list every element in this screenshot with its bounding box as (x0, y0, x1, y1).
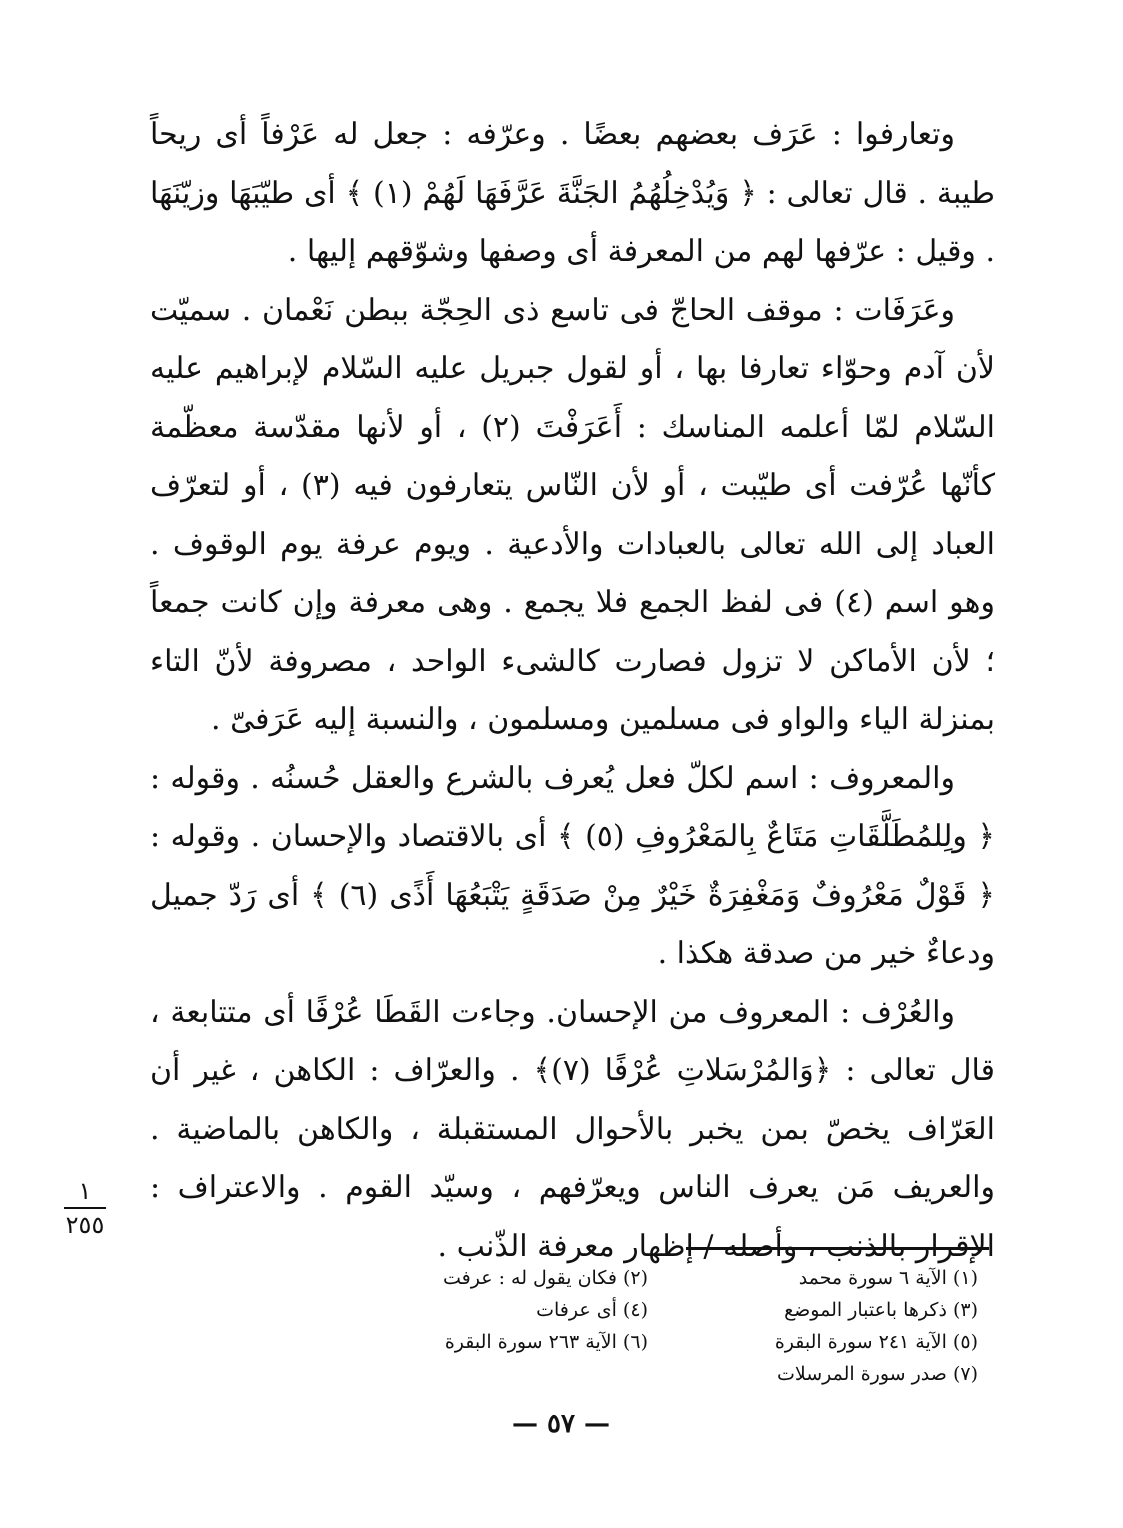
footnote-row (318, 1358, 978, 1390)
page-number: — ٥٧ — (511, 1409, 611, 1439)
paragraph-maruf: والمعروف : اسم لكلّ فعل يُعرف بالشرع والعقل حُسنُه . وقوله : ﴿ ولِلمُطَلَّقَاتِ مَتَاعٌ بِالمَعْرُوفِ (٥) ﴾ أى بالاقتصاد والإحسان . وقوله : ﴿ قَوْلٌ مَعْرُوفٌ وَمَغْفِرَةٌ خَيْرٌ مِنْ صَدَقَةٍ يَتْبَعُهَا أَذًى (٦) ﴾ أى رَدّ جميل ودعاءٌ خير من صدقة هكذا . (150, 760, 995, 971)
footnote-2: (٢) فكان يقول له : عرفت (442, 1267, 648, 1289)
footnote-7: (٧) صدر سورة المرسلات (777, 1363, 978, 1385)
paragraph-urf: والعُرْف : المعروف من الإحسان. وجاءت القَطَا عُرْفًا أى متتابعة ، قال تعالى : ﴿وَالمُرْسَلاتِ عُرْفًا (٧)﴾ . والعرّاف : الكاهن ، غير أن العَرّاف يخصّ بمن يخبر بالأحوال المستقبلة ، والكاهن بالماضية . والعريف مَن يعرف الناس ويعرّفهم ، وسيّد القوم . والاعتراف : الإقرار بالذنب ، وأصله / إظهار معرفة الذّنب . (150, 994, 995, 1264)
paragraph-arafat: وعَرَفَات : موقف الحاجّ فى تاسع ذى الحِجّة ببطن نَعْمان . سميّت لأن آدم وحوّاء تعارفا بها ، أو لقول جبريل عليه السّلام لإبراهيم عليه السّلام لمّا أعلمه المناسك : أَعَرَفْتَ (٢) ، أو لأنها مقدّسة معظّمة كأنّها عُرّفت أى طيّبت ، أو لأن النّاس يتعارفون فيه (٣) ، أو لتعرّف العباد إلى الله تعالى بالعبادات والأدعية . ويوم عرفة يوم الوقوف . وهو اسم (٤) فى لفظ الجمع فلا يجمع . وهى معرفة وإن كانت جمعاً ؛ لأن الأماكن لا تزول فصارت كالشىء الواحد ، مصروفة لأنّ التاء بمنزلة الياء والواو فى مسلمين ومسلمون ، والنسبة إليه عَرَفىّ . (150, 292, 995, 737)
footnote-row (318, 1326, 978, 1358)
footnote-row (318, 1262, 978, 1294)
footnote-6: (٦) الآية ٢٦٣ سورة البقرة (444, 1331, 648, 1353)
footnote-row (318, 1294, 978, 1326)
footnote-empty (318, 1358, 648, 1390)
margin-ref-bottom: ٢٥٥ (65, 1211, 105, 1239)
footnote-separator (686, 1247, 989, 1250)
paragraph-taarafu: وتعارفوا : عَرَف بعضهم بعضًا . وعرّفه : جعل له عَرْفاً أى ريحاً طيبة . قال تعالى : ﴿ وَيُدْخِلُهُمُ الجَنَّةَ عَرَّفَهَا لَهُمْ (١) ﴾ أى طيّبَهَا وزيّنَهَا . وقيل : عرّفها لهم من المعرفة أى وصفها وشوّقهم إليها . (150, 117, 995, 269)
footnotes (318, 1262, 978, 1390)
margin-manuscript-reference (62, 1178, 108, 1238)
margin-ref-divider (64, 1207, 106, 1209)
footnote-3: (٣) ذكرها باعتبار الموضع (784, 1299, 978, 1321)
footnote-1: (١) الآية ٦ سورة محمد (798, 1267, 978, 1289)
margin-ref-top: ١ (78, 1177, 92, 1205)
footnote-5: (٥) الآية ٢٤١ سورة البقرة (774, 1331, 978, 1353)
main-text-body (150, 106, 995, 1276)
footnote-4: (٤) أى عرفات (536, 1299, 648, 1321)
